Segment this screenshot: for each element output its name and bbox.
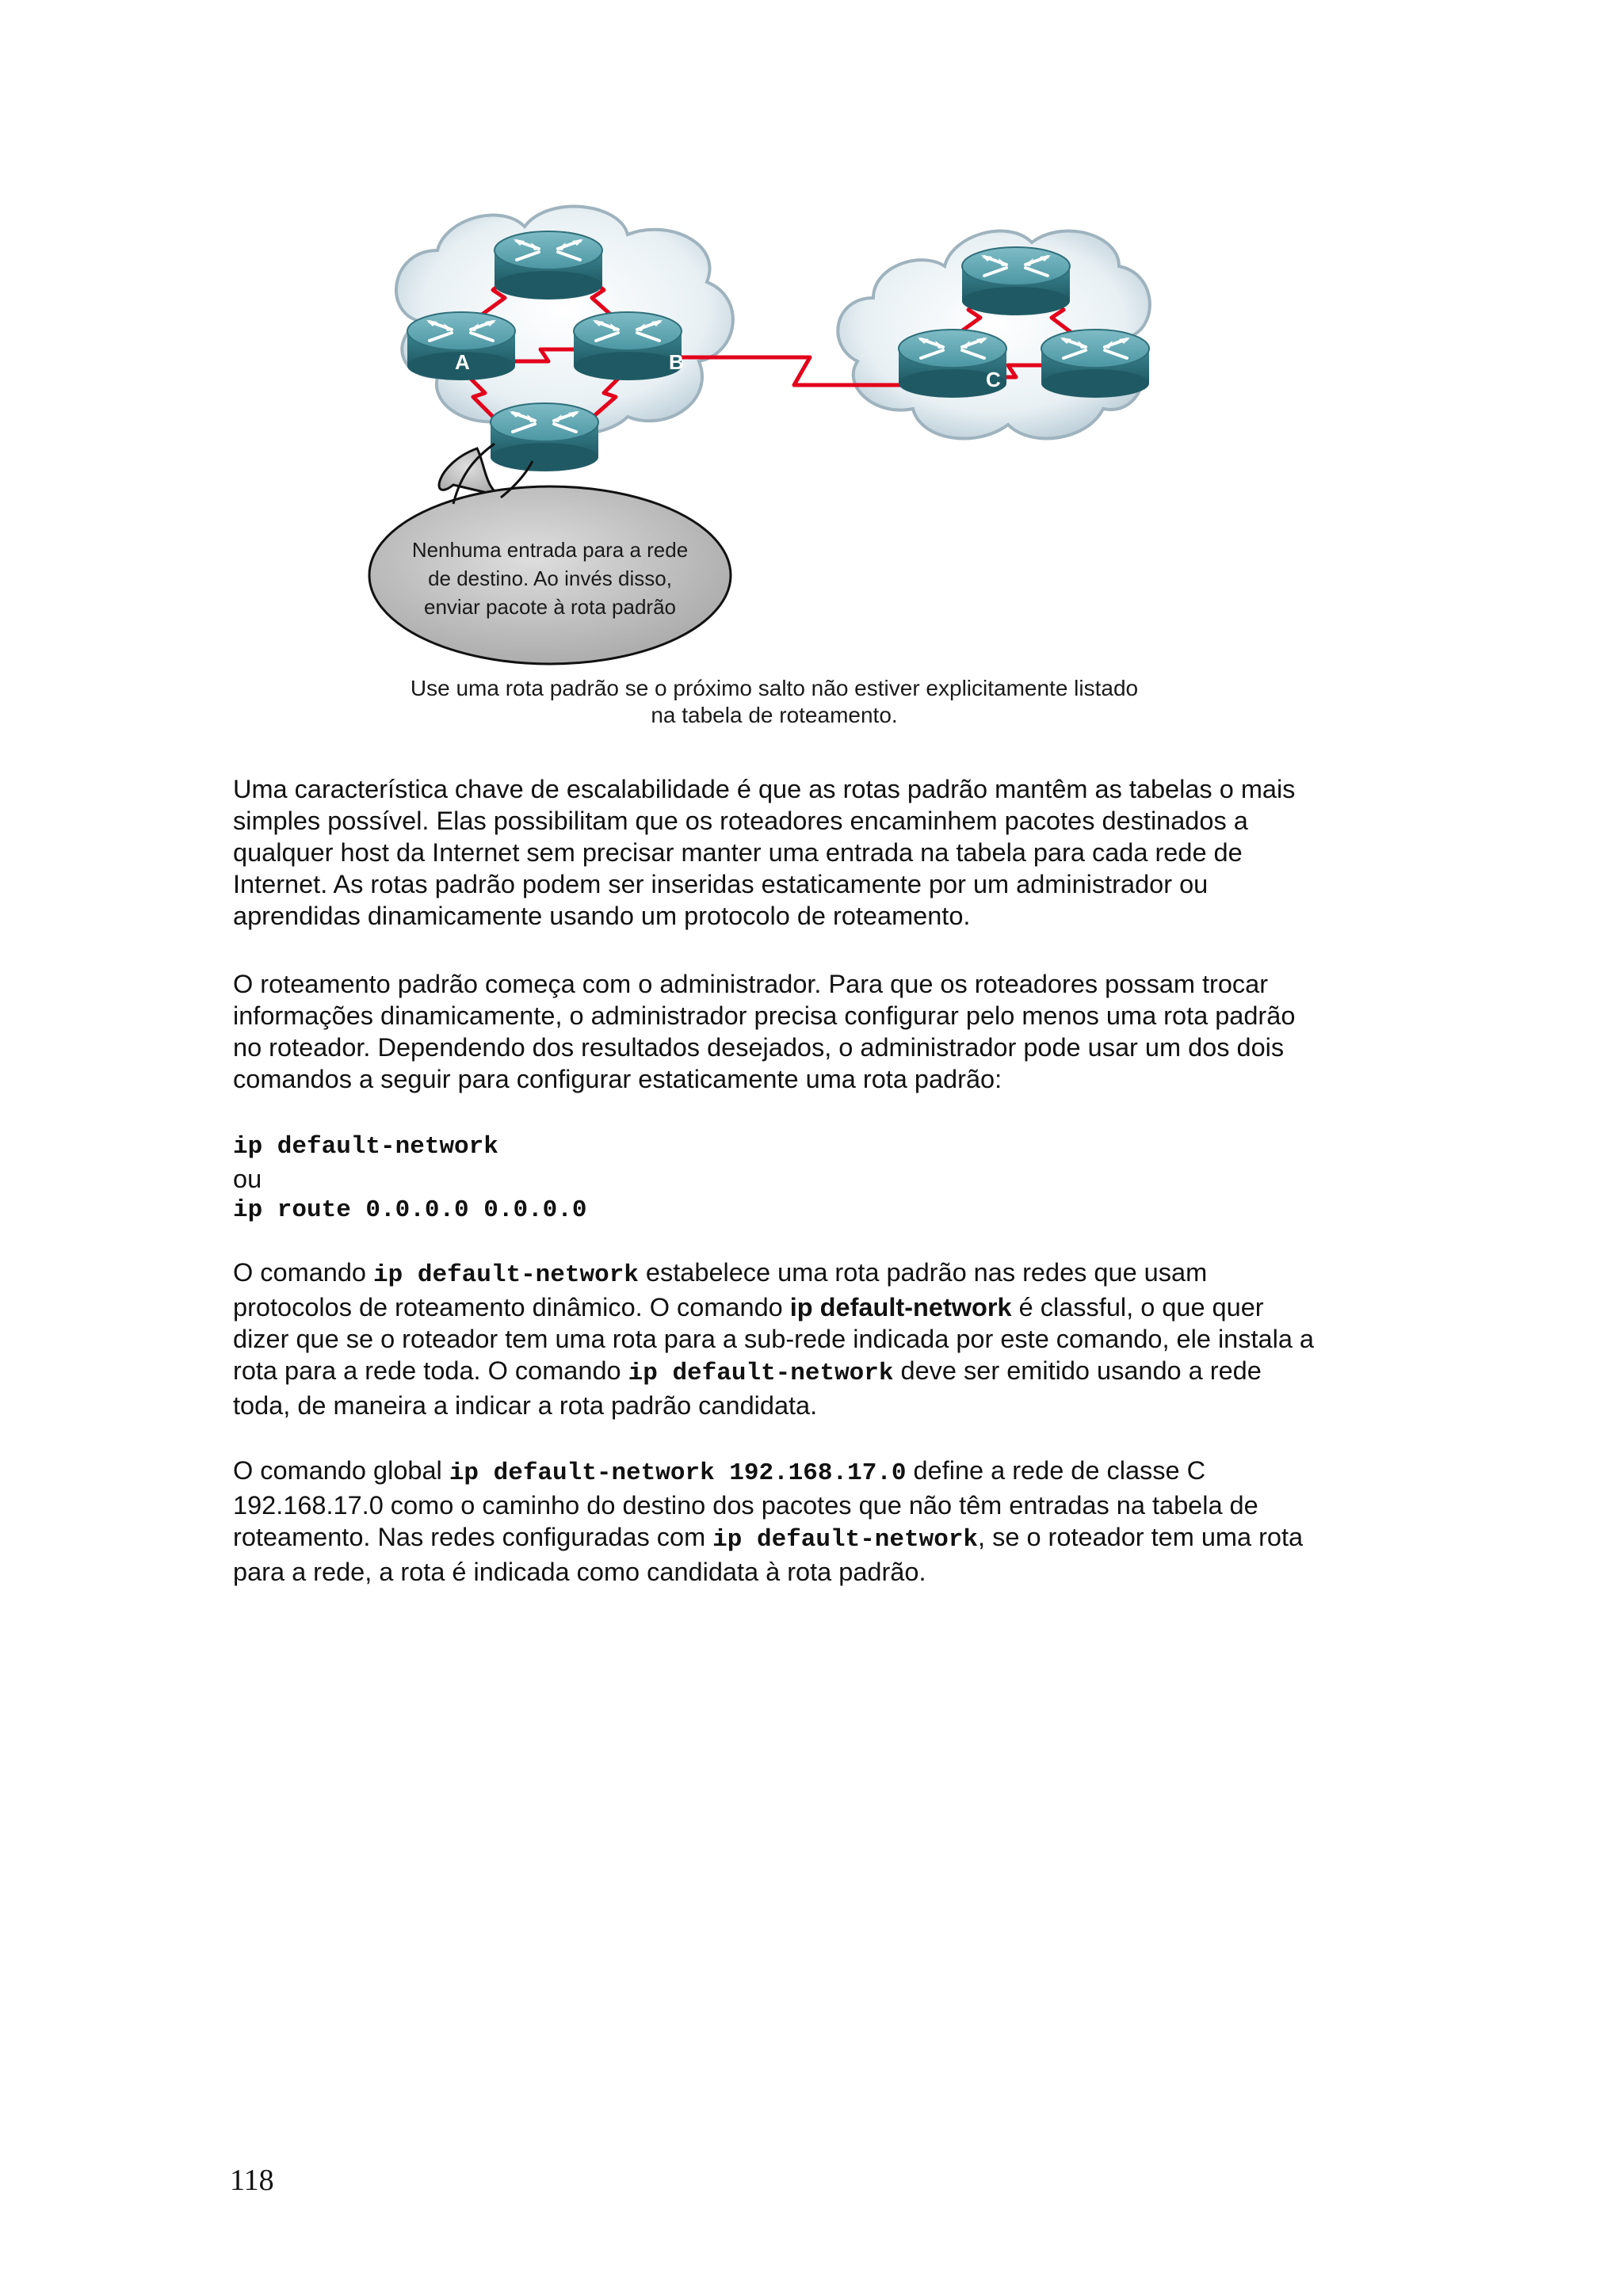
router-top-left-cloud: [495, 231, 602, 299]
router-b: [574, 312, 682, 380]
text-line: aprendidas dinamicamente usando um protocolo de roteamento.: [233, 902, 971, 930]
figure-caption: [390, 675, 1159, 729]
text-line: qualquer host da Internet sem precisar manter uma entrada na tabela para cada rede de: [233, 838, 1243, 867]
text-line: [233, 1455, 1406, 1489]
router-top-right-cloud: [962, 247, 1070, 315]
text-line: [233, 1521, 1406, 1556]
inline-code: ip default-network 192.168.17.0: [449, 1459, 907, 1487]
text-line: [233, 1257, 1406, 1291]
router-a-label: A: [455, 350, 470, 374]
text: roteamento. Nas redes configuradas com: [233, 1523, 713, 1551]
text-line: Internet. As rotas padrão podem ser inseridas estaticamente por um administrador ou: [233, 870, 1209, 898]
command-default-network: ip default-network: [233, 1133, 498, 1161]
router-right: [1041, 330, 1149, 398]
inline-code: ip default-network: [628, 1360, 894, 1387]
command-separator: ou: [233, 1165, 262, 1193]
router-c-label: C: [986, 368, 1001, 391]
text-line: informações dinamicamente, o administrador precisa configurar pelo menos uma rota padrão: [233, 1001, 1296, 1030]
command-ip-route: ip route 0.0.0.0 0.0.0.0: [233, 1196, 587, 1224]
text-line: 192.168.17.0 como o caminho do destino dos pacotes que não têm entradas na tabela de: [233, 1491, 1258, 1520]
text: é classful, o que quer: [1011, 1293, 1264, 1322]
text: O comando global: [233, 1456, 449, 1485]
text: define a rede de classe C: [906, 1456, 1206, 1485]
command-list: [233, 1131, 1406, 1226]
callout-text: [388, 536, 712, 621]
callout-line: enviar pacote à rota padrão: [424, 595, 676, 619]
text-line: comandos a seguir para configurar estaticamente uma rota padrão:: [233, 1065, 1002, 1093]
bold-command: ip default-network: [789, 1293, 1012, 1322]
text-line: [233, 1291, 1406, 1323]
paragraph-1: [233, 773, 1406, 932]
text-line: Uma característica chave de escalabilidade é que as rotas padrão mantêm as tabelas o mais: [233, 775, 1296, 803]
text: , se o roteador tem uma rota: [978, 1523, 1304, 1551]
text-line: para a rede, a rota é indicada como candidata à rota padrão.: [233, 1558, 926, 1586]
text: O comando: [233, 1258, 374, 1287]
text: deve ser emitido usando a rede: [893, 1356, 1262, 1385]
diagram-graphic: [366, 203, 1163, 734]
router-b-label: B: [669, 350, 684, 374]
caption-line: Use uma rota padrão se o próximo salto não estiver explicitamente listado: [410, 676, 1139, 700]
paragraph-4: [233, 1455, 1406, 1588]
page-number: 118: [230, 2164, 274, 2197]
paragraph-2: [233, 968, 1406, 1095]
callout-line: Nenhuma entrada para a rede: [411, 538, 689, 562]
router-bottom-left-cloud: [491, 403, 598, 471]
caption-line: na tabela de roteamento.: [651, 703, 898, 727]
text: protocolos de roteamento dinâmico. O comando: [233, 1293, 790, 1322]
text-line: O roteamento padrão começa com o administrador. Para que os roteadores possam trocar: [233, 970, 1269, 998]
inline-code: ip default-network: [373, 1261, 639, 1289]
callout-line: de destino. Ao invés disso,: [428, 566, 672, 590]
text-line: [233, 1355, 1406, 1390]
inline-code: ip default-network: [712, 1526, 979, 1554]
text: estabelece uma rota padrão nas redes que usam: [638, 1258, 1208, 1287]
text-line: no roteador. Dependendo dos resultados desejados, o administrador pode usar um dos dois: [233, 1033, 1285, 1062]
text-line: toda, de maneira a indicar a rota padrão candidata.: [233, 1391, 818, 1420]
text-line: simples possível. Elas possibilitam que os roteadores encaminhem pacotes destinados a: [233, 807, 1248, 835]
paragraph-3: [233, 1257, 1406, 1421]
text-line: dizer que se o roteador tem uma rota para a sub-rede indicada por este comando, ele instala a: [233, 1325, 1315, 1353]
text: rota para a rede toda. O comando: [233, 1356, 628, 1385]
network-diagram: [366, 203, 1163, 734]
